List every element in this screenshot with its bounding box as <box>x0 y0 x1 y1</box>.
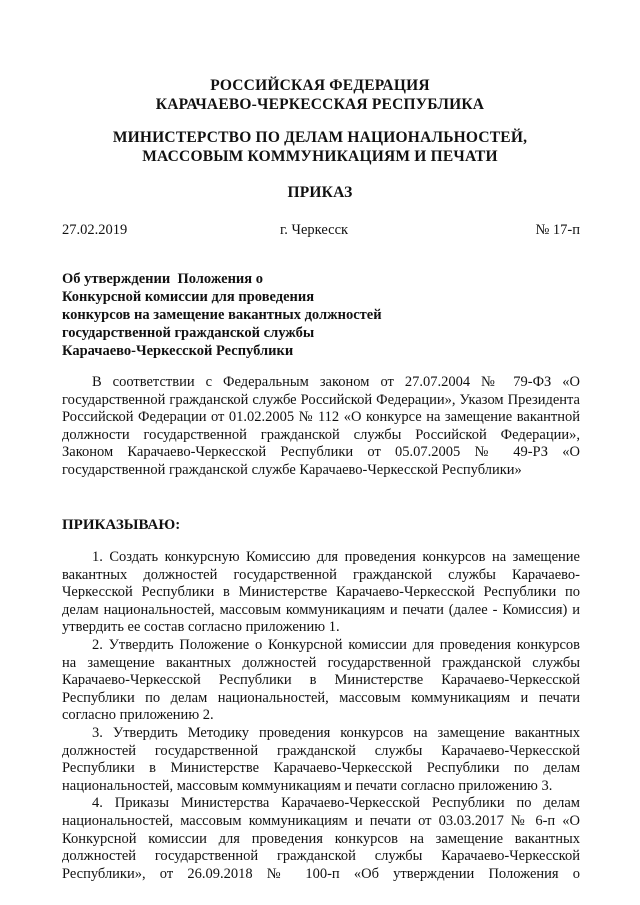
order-items <box>62 549 580 883</box>
order-item: 2. Утвердить Положение о Конкурсной комиссии для проведения конкурсов на замещение вакантных должностей государственной гражданской службы Карачаево-Черкесской Республики в Министерстве Карачаево-Черкесской Республики по делам национальностей, массовым коммуникациям и печати согласно приложению 2. <box>62 636 580 724</box>
document-subject <box>62 270 462 360</box>
subject-line: государственной гражданской службы <box>62 325 315 341</box>
ministry-header <box>0 128 640 166</box>
subject-line: Конкурсной комиссии для проведения <box>62 289 315 305</box>
document-type: ПРИКАЗ <box>287 184 353 201</box>
document-number: № 17-п <box>535 222 580 238</box>
order-item: 3. Утвердить Методику проведения конкурсов на замещение вакантных должностей государственной гражданской службы Карачаево-Черкесской Республики в Министерстве Карачаево-Черкесской Республики по делам национальностей, массовым коммуникациям и печати согласно приложению 3. <box>62 724 580 794</box>
ministry-name-line1: МИНИСТЕРСТВО ПО ДЕЛАМ НАЦИОНАЛЬНОСТЕЙ, <box>112 129 528 146</box>
republic-name: КАРАЧАЕВО-ЧЕРКЕССКАЯ РЕСПУБЛИКА <box>155 96 485 113</box>
country-name: РОССИЙСКАЯ ФЕДЕРАЦИЯ <box>210 77 430 94</box>
country-header <box>0 76 640 114</box>
order-item: 4. Приказы Министерства Карачаево-Черкесской Республики по делам национальностей, массовым коммуникациям и печати от 03.03.2017 № 6-п «О Конкурсной комиссии для проведения конкурсов на замещение вакантных должностей государственной гражданской службы Карачаево-Черкесской Республики», от 26.09.2018 № 100-п «Об утверждении Положения о <box>62 795 580 882</box>
subject-line: Об утверждении Положения о <box>62 271 264 287</box>
document-meta <box>62 221 580 239</box>
subject-line: конкурсов на замещение вакантных должностей <box>62 307 382 323</box>
document-city: г. Черкесск <box>280 222 349 238</box>
order-item: 1. Создать конкурсную Комиссию для проведения конкурсов на замещение вакантных должностей государственной гражданской службы Карачаево-Черкесской Республики в Министерстве Карачаево-Черкесской Республики по делам национальностей, массовым коммуникациям и печати (далее - Комиссия) и утвердить ее состав согласно приложению 1. <box>62 549 580 636</box>
ministry-name-line2: МАССОВЫМ КОММУНИКАЦИЯМ И ПЕЧАТИ <box>142 148 498 165</box>
order-directive: ПРИКАЗЫВАЮ: <box>62 517 181 533</box>
subject-line: Карачаево-Черкесской Республики <box>62 343 294 359</box>
document-date: 27.02.2019 <box>62 222 128 238</box>
preamble-paragraph: В соответствии с Федеральным законом от 27.07.2004 № 79-ФЗ «О государственной гражданской службе Российской Федерации», Указом Президента Российской Федерации от 01.02.2005 № 112 «О конкурсе на замещение вакантной должности государственной гражданской службы Российской Федерации», Законом Карачаево-Черкесской Республики от 05.07.2005 № 49-РЗ «О государственной гражданской службе Карачаево-Черкесской Республики» <box>62 374 580 478</box>
